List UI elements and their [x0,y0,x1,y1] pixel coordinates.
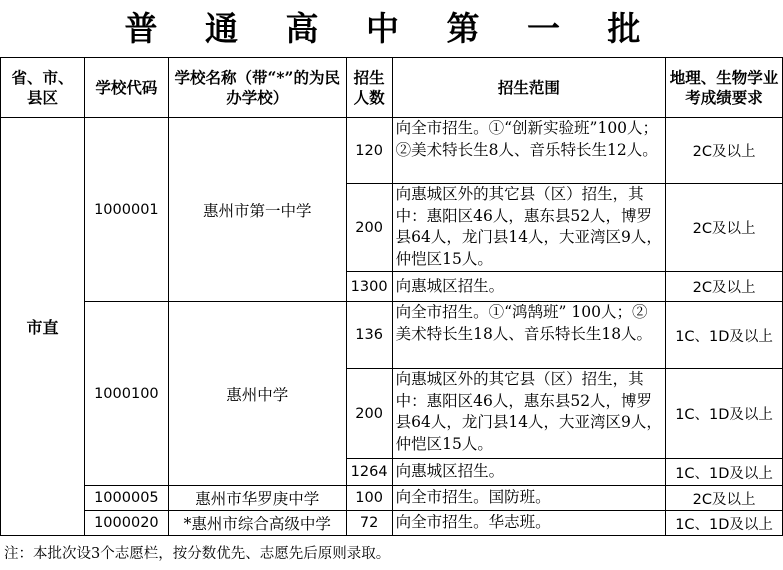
requirement-cell: 2C及以上 [666,486,783,511]
table-row [1,511,783,536]
header-quota: 招生人数 [346,58,392,118]
quota-cell: 136 [346,302,392,369]
footnote: 注：本批次设3个志愿栏，按分数优先、志愿先后原则录取。 [4,546,391,562]
header-requirement: 地理、生物学业考成绩要求 [666,58,783,118]
requirement-cell: 1C、1D及以上 [666,511,783,536]
header-code: 学校代码 [84,58,168,118]
scope-cell: 向惠城区外的其它县（区）招生，其中：惠阳区46人，惠东县52人，博罗县64人，龙门县14人，大亚湾区9人，仲恺区15人。 [392,184,666,272]
school-name: 惠州中学 [168,302,346,486]
scope-cell: 向全市招生。①“鸿鹄班” 100人；②美术特长生18人、音乐特长生18人。 [392,302,666,369]
admission-table [0,57,783,536]
school-name: 惠州市第一中学 [168,118,346,302]
quota-cell: 1264 [346,459,392,486]
requirement-cell: 2C及以上 [666,272,783,302]
table-row [1,486,783,511]
scope-cell: 向惠城区外的其它县（区）招生，其中：惠阳区46人，惠东县52人，博罗县64人，龙门县14人，大亚湾区9人，仲恺区15人。 [392,369,666,459]
requirement-cell: 2C及以上 [666,184,783,272]
header-row [1,58,783,118]
scope-cell: 向惠城区招生。 [392,459,666,486]
quota-cell: 100 [346,486,392,511]
quota-cell: 200 [346,369,392,459]
quota-cell: 1300 [346,272,392,302]
requirement-cell: 1C、1D及以上 [666,459,783,486]
school-code: 1000001 [84,118,168,302]
header-name: 学校名称（带“*”的为民办学校） [168,58,346,118]
quota-cell: 200 [346,184,392,272]
header-scope: 招生范围 [392,58,666,118]
table-row [1,118,783,184]
school-code: 1000020 [84,511,168,536]
scope-cell: 向惠城区招生。 [392,272,666,302]
page-title: 普 通 高 中 第 一 批 [124,9,659,48]
school-code: 1000100 [84,302,168,486]
header-region: 省、市、县区 [1,58,85,118]
requirement-cell: 1C、1D及以上 [666,302,783,369]
scope-cell: 向全市招生。①“创新实验班”100人；②美术特长生8人、音乐特长生12人。 [392,118,666,184]
quota-cell: 120 [346,118,392,184]
requirement-cell: 2C及以上 [666,118,783,184]
requirement-cell: 1C、1D及以上 [666,369,783,459]
quota-cell: 72 [346,511,392,536]
table-row [1,302,783,369]
scope-cell: 向全市招生。国防班。 [392,486,666,511]
school-name: *惠州市综合高级中学 [168,511,346,536]
school-code: 1000005 [84,486,168,511]
region-cell: 市直 [1,118,85,536]
school-name: 惠州市华罗庚中学 [168,486,346,511]
scope-cell: 向全市招生。华志班。 [392,511,666,536]
